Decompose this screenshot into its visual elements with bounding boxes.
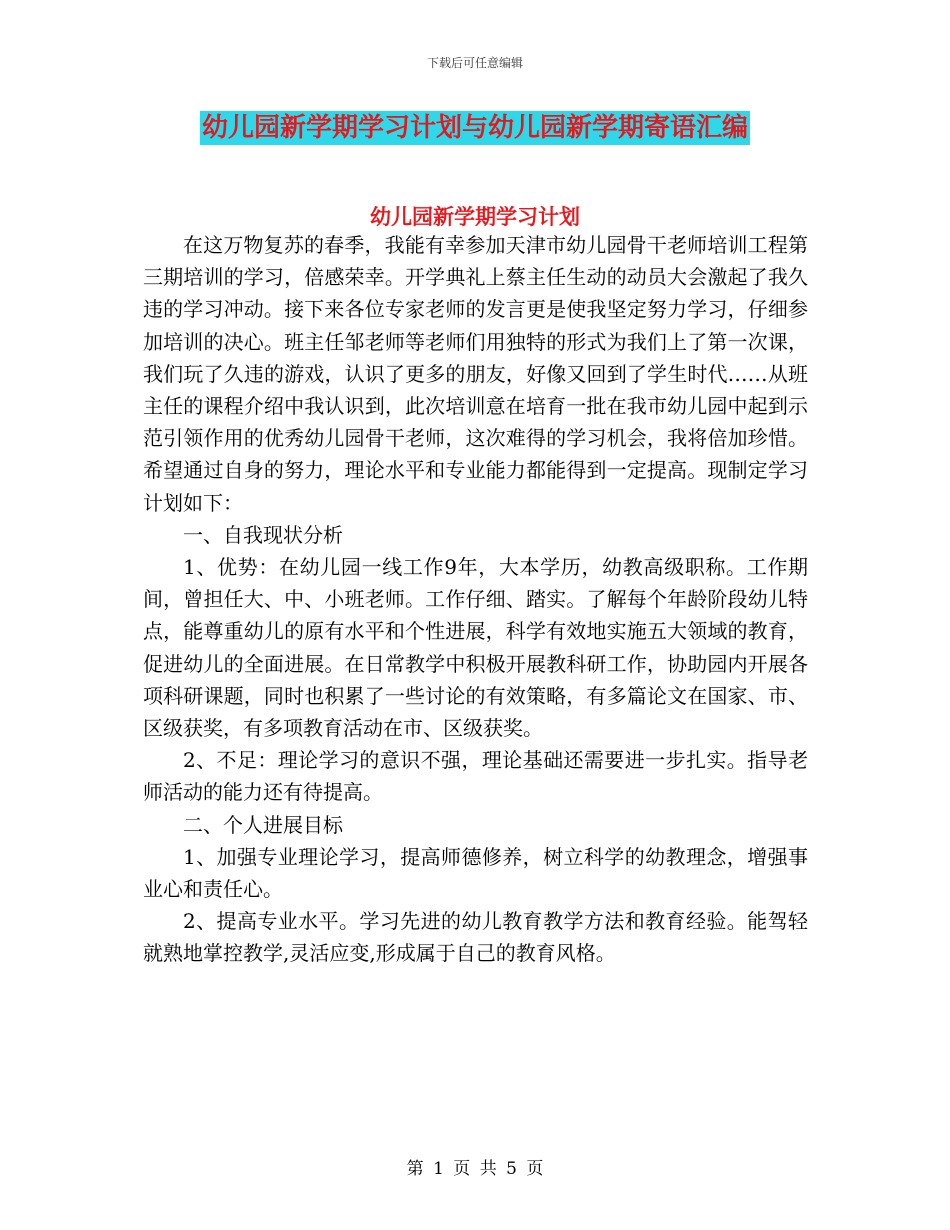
heading-self-analysis: 一、自我现状分析: [183, 522, 343, 547]
page-footer: 第 1 页 共 5 页: [406, 1159, 544, 1179]
document-title: 幼儿园新学期学习计划与幼儿园新学期寄语汇编: [201, 113, 748, 143]
paragraph-intro: 在这万物复苏的春季，我能有幸参加天津市幼儿园骨干老师培训工程第三期培训的学习，倍感荣幸。开学典礼上蔡主任生动的动员大会激起了我久违的学习冲动。接下来各位专家老师的发言更是使我坚定努力学习，仔细参加培训的决心。班主任邹老师等老师们用独特的形式为我们上了第一次课，我们玩了久违的游戏，认识了更多的朋友，好像又回到了学生时代……从班主任的课程介绍中我认识到，此次培训意在培育一批在我市幼儿园中起到示范引领作用的优秀幼儿园骨干老师，这次难得的学习机会，我将倍加珍惜。希望通过自身的努力，理论水平和专业能力都能得到一定提高。现制定学习计划如下：: [143, 233, 808, 515]
paragraph-goal-2: 2、提高专业水平。学习先进的幼儿教育教学方法和教育经验。能驾轻就熟地掌控教学,灵活应变,形成属于自己的教育风格。: [143, 909, 808, 966]
header-note: 下载后可任意编辑: [426, 56, 523, 70]
section-title: 幼儿园新学期学习计划: [370, 205, 580, 229]
paragraph-strengths: 1、优势：在幼儿园一线工作9年，大本学历，幼教高级职称。工作期间，曾担任大、中、小班老师。工作仔细、踏实。了解每个年龄阶段幼儿特点，能尊重幼儿的原有水平和个性进展，科学有效地实施五大领域的教育，促进幼儿的全面进展。在日常教学中积极开展教科研工作，协助园内开展各项科研课题，同时也积累了一些讨论的有效策略，有多篇论文在国家、市、区级获奖，有多项教育活动在市、区级获奖。: [143, 555, 808, 741]
title-container: [0, 111, 950, 145]
heading-goals: 二、个人进展目标: [183, 812, 343, 837]
paragraph-weaknesses: 2、不足：理论学习的意识不强，理论基础还需要进一步扎实。指导老师活动的能力还有待提高。: [143, 748, 808, 805]
paragraph-goal-1: 1、加强专业理论学习，提高师德修养，树立科学的幼教理念，增强事业心和责任心。: [143, 844, 808, 902]
body-text: [143, 229, 808, 970]
